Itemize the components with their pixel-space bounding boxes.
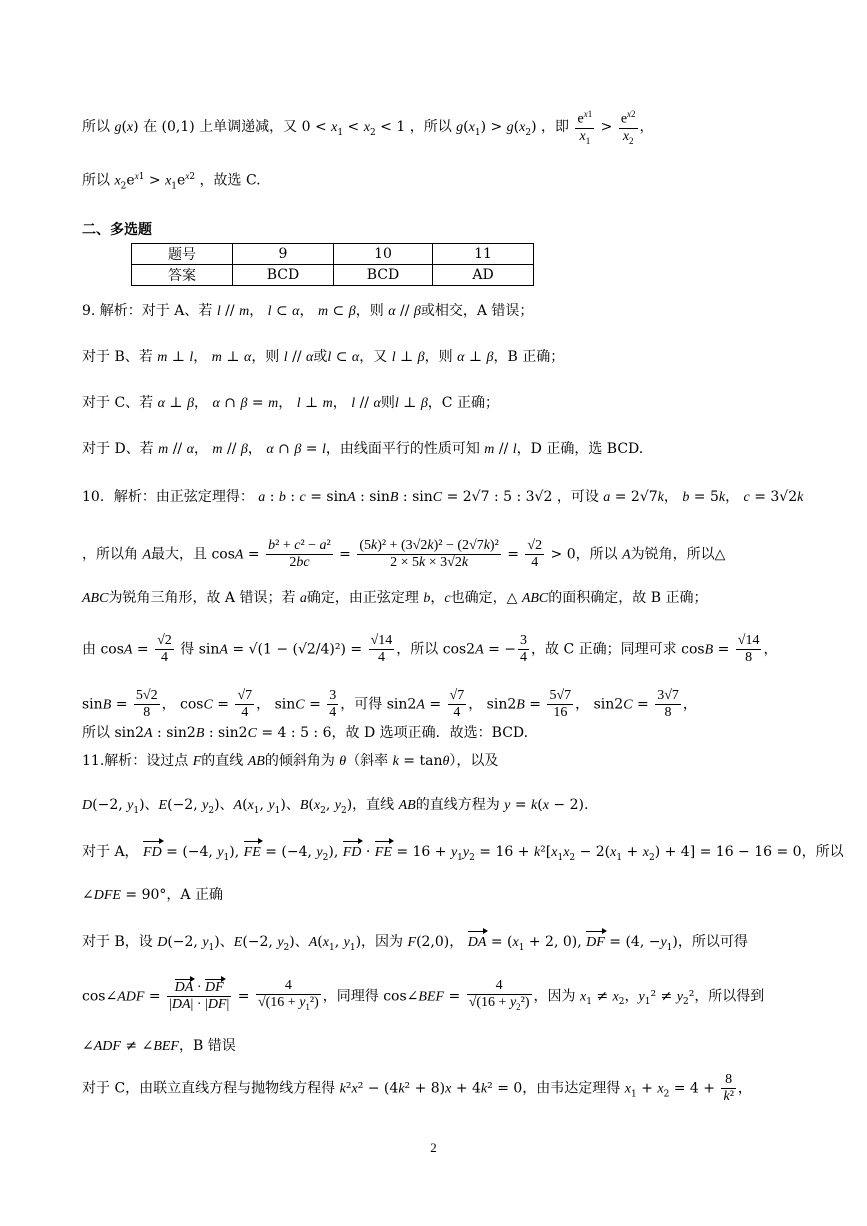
table-row: [132, 244, 534, 265]
page-number: 2: [430, 1140, 437, 1155]
table-cell: 10: [334, 244, 433, 265]
table-row: [132, 265, 534, 286]
text-line: 所以 sin2A : sin2B : sin2C = 4 : 5 : 6，故 D 选项正确．故选：BCD.: [82, 725, 529, 741]
text-line: 对于 B、若 m ⊥ l， m ⊥ α，则 l // α或l ⊂ α，又 l ⊥ β，则 α ⊥ β，B 正确；: [82, 349, 565, 365]
text-line: ∠ADF ≠ ∠BEF，B 错误: [82, 1038, 236, 1054]
text-line: 对于 A， FD = (−4, $y_1$), FE = (−4, $y_2$), FD · FE = $16 + y_1y_2 = 16 + k^2[x_1x_2 - 2(x_1 + x_2) + 4] = 16 - 16 = 0$，所以: [82, 841, 827, 868]
table-cell: BCD: [334, 265, 433, 286]
text-line: 11.解析：设过点 F的直线 AB的倾斜角为 θ（斜率 k = tanθ），以及: [82, 753, 499, 769]
text-line: 9. 解析：对于 A、若 l // m， l ⊂ α， m ⊂ β，则 α // β或相交，A 错误；: [82, 303, 534, 319]
text-line: 对于 C、若 α ⊥ β， α ∩ β = m， l ⊥ m， l // α则l ⊥ β，C 正确；: [82, 395, 499, 411]
text-line: ABC为锐角三角形，故 A 错误；若 a确定，由正弦定理 b，c也确定，△ ABC的面积确定，故 B 正确；: [82, 590, 708, 606]
table-cell: AD: [433, 265, 534, 286]
table-cell: 9: [233, 244, 334, 265]
section-title: 二、多选题: [82, 222, 152, 238]
text-line: ，所以角 A最大，且 cosA = $\frac{\text{b² + c² − a²}}{2bc}$ = $\frac{\text{(5k)² + (3√2k)² − (2√7k)²}}{2 \times 5k \times 3√2k}$ = $\frac{√2}{4}$ > 0，所以 A为锐角，所以△: [82, 538, 726, 570]
text-line: sinB = $\frac{5√2}{8}$ ， cosC = $\frac{√7}{4}$ ， sinC = $\frac{3}{4}$ ，可得 sin2A = $\frac{√7}{4}$ ， sin2B = $\frac{5√7}{16}$ ， sin2C = $\frac{3√7}{8}$ ，: [82, 688, 697, 720]
text-line: 所以 g(x) 在 (0,1) 上单调递减，又 $0 < x_1 < x_2 < 1$ ，所以 $g(x_1) > g(x_2)$ ，即 $\frac{e^{x1}}{x_1}$ > $\frac{e^{x2}}{x_2}$ ，: [82, 106, 827, 148]
text-line: cos∠ADF = $\frac{DA \cdot DF}{|DA| \cdot |DF|}$ = $\frac{4}{√(16 + y_1^2)}$ ，同理得 cos∠BEF = $\frac{4}{√(16 + y_2^2)}$ ，因为 $x_1 \ne x_2$，$y_1^2 \ne y_2^2$，所以得到: [82, 978, 765, 1013]
text-line: D(−2, $y_1$)、E(−2, $y_2$)、$A(x_1$, $y_1$)、$B(x_2$, $y_2$)，直线 AB的直线方程为 y = k(x − 2).: [82, 797, 589, 816]
table-cell: 题号: [132, 244, 233, 265]
answer-table: [131, 243, 534, 286]
table-cell: 答案: [132, 265, 233, 286]
text-line: 10．解析：由正弦定理得： a : b : c = sinA : sinB : sinC = 2√7 : 5 : 3√2 ，可设 a = 2√7k， b = 5k， c = 3√2k: [82, 489, 804, 505]
text-line: 对于 B，设 D(−2, $y_1$)、E(−2, $y_2$)、$A(x_1$, $y_1$)，因为 F(2,0)， DA = ($x_1 + 2$, 0), DF = (4, $-y_1$)，所以可得: [82, 931, 827, 958]
table-cell: BCD: [233, 265, 334, 286]
text-line: 所以 $x_2e^{x1} > x_1e^{x2}$ ，故选 C.: [82, 171, 261, 192]
text-line: 对于 D、若 m // α， m // β， α ∩ β = l，由线面平行的性质可知 m // l，D 正确，选 BCD.: [82, 441, 644, 457]
table-cell: 11: [433, 244, 534, 265]
text-line: 对于 C，由联立直线方程与抛物线方程得 k²x² − (4k² + 8)x + 4k² = 0，由韦达定理得 $x_1 + x_2 = 4$ + $\frac{8}{\text{k²}}$ ，: [82, 1072, 752, 1104]
text-line: 由 cosA = $\frac{√2}{4}$ 得 sinA = √(1 − (√2/4)²) = $\frac{√14}{4}$ ，所以 cos2A = − $\frac{3}{4}$ ，故 C 正确；同理可求 cosB = $\frac{√14}{8}$ ，: [82, 633, 778, 665]
text-line: ∠DFE = 90°，A 正确: [82, 887, 223, 903]
